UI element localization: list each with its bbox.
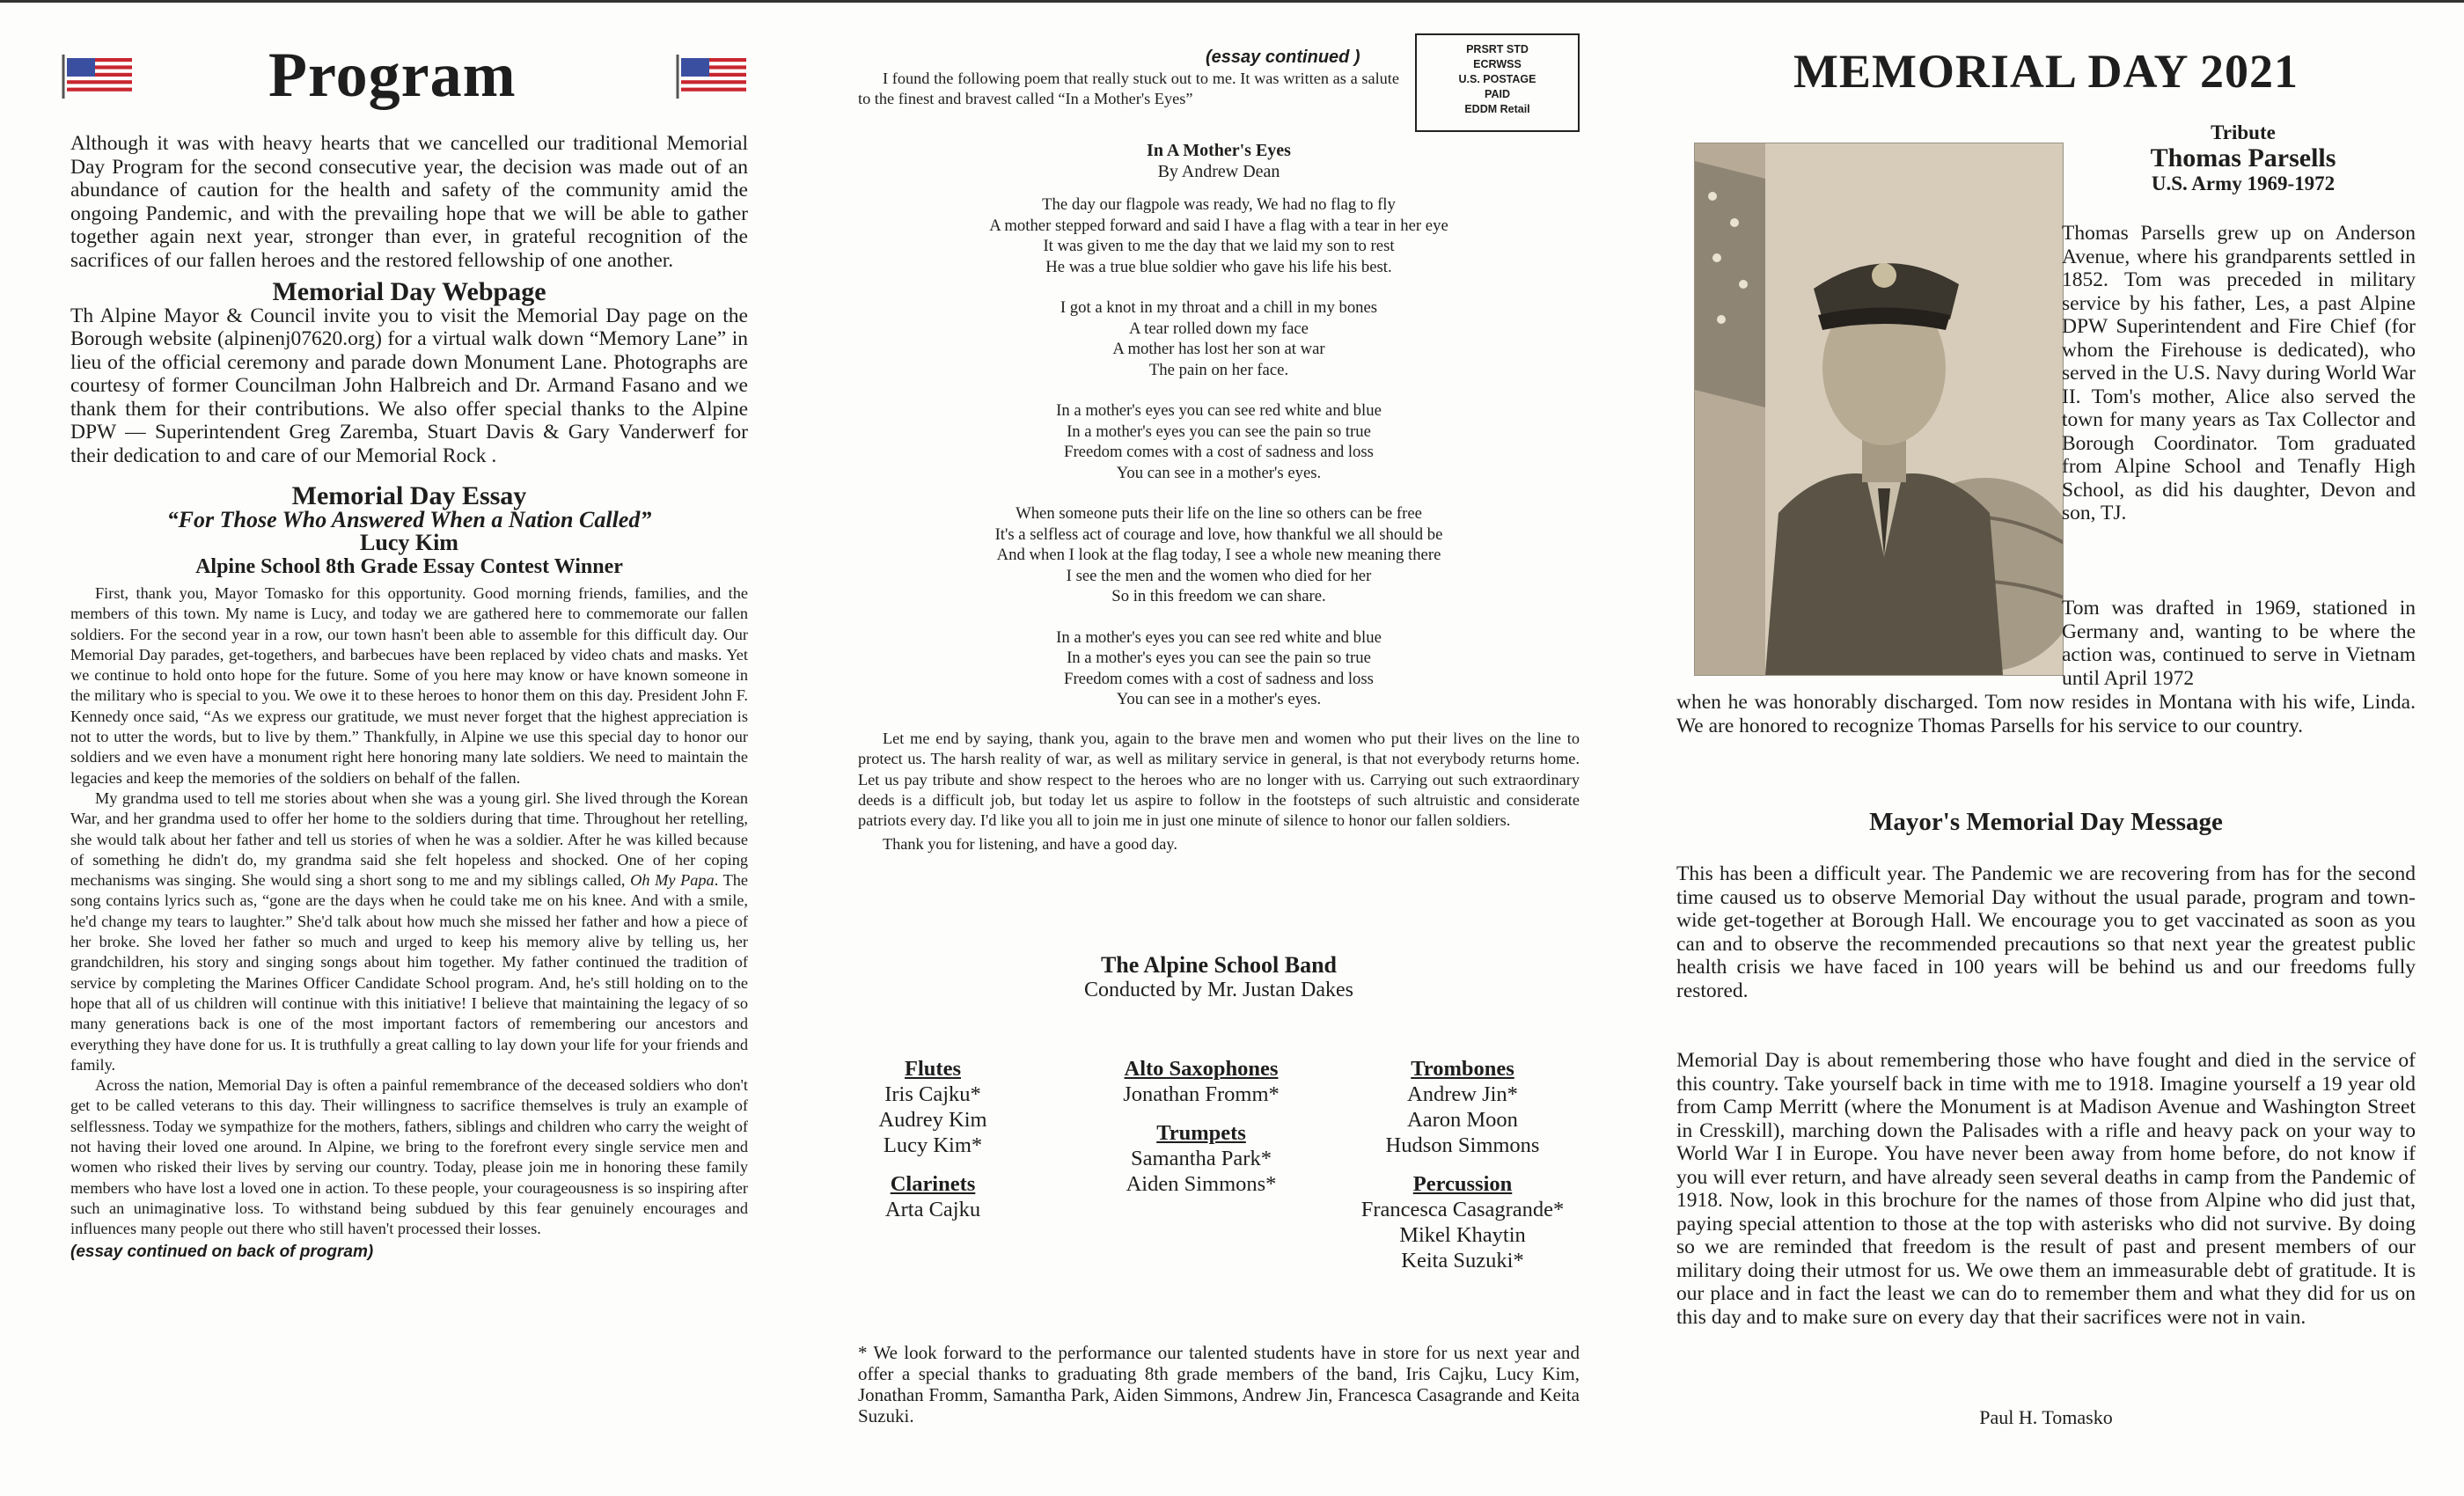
program-panel: [62, 0, 757, 1496]
soldier-portrait-image: [1694, 143, 2064, 676]
essay-paragraph: Across the nation, Memorial Day is often a painful remembrance of the deceased soldiers who don't get to be called veterans to this day. Their willingness to sacrifice themselves is truly an example of selflessness. Today we sympathize for the mothers, fathers, siblings and children who carry the weight of not having their loved one around. In Alpine, we bring to the forefront every single service men and women who risked their lives by serving our country. Today, please join me in honoring these family members who have lost a loved one in action. To these people, your courageousness is so inspiring after such an unimaginative loss. To withstand being subdued by this fear genuinely encourages and influences many people out there who still haven't processed their losses.: [70, 1076, 748, 1238]
band-member: Hudson Simmons: [1385, 1133, 1540, 1157]
section-trombones: Trombones: [1411, 1057, 1514, 1081]
webpage-heading: Memorial Day Webpage: [272, 277, 546, 306]
us-flag-icon: [62, 53, 134, 99]
poem-stanza: When someone puts their life on the line so others can be free It's a selfless act of courage and love, how thankful we all should be And when I look at the flag today, I see a whole new meaning there I see the men and the women who died for her So in this freedom we can share.: [994, 504, 1443, 605]
section-trumpets: Trumpets: [1156, 1121, 1246, 1145]
section-flutes: Flutes: [905, 1057, 961, 1081]
essay-continued-label: (essay continued ): [1206, 48, 1360, 67]
essay-heading: Memorial Day Essay: [291, 481, 527, 510]
essay-continued-note: (essay continued on back of program): [70, 1242, 374, 1261]
tribute-service: U.S. Army 1969-1972: [2151, 172, 2336, 194]
band-header: [858, 952, 1580, 1002]
mayor-paragraph: Memorial Day is about remembering those who have fought and died in the service of this country. Take yourself back in time with me to 1918. Imagine yourself a 19 year old from Camp Merritt (where the Monument is at Madison Avenue and Washington Street in Cresskill), marching down the Palisades with a rifle and heavy pack on your way to World War I in Europe. You have never been away from home before, do not know if you will ever return, and have already seen several deaths in camp from the Pandemic of 1918. Now, look in this brochure for the names of those from Alpine who did just that, paying special attention to those at the top with asterisks who did not survive. By doing so we are reminded that freedom is the result of past and present members of our military doing their utmost for us. We owe them an immeasurable debt of gratitude. It is our place and in fact the least we can do to remember them and what they did for us on this day and to make sure on every day that their sacrifices were not in vain.: [1676, 1049, 2416, 1329]
band-member: Lucy Kim*: [883, 1133, 983, 1157]
section-percussion: Percussion: [1412, 1172, 1513, 1196]
poem-stanza: I got a knot in my throat and a chill in my bones A tear rolled down my face A mother has lost her son at war The pain on her face.: [1060, 298, 1378, 379]
closing-paragraph: Let me end by saying, thank you, again to the brave men and women who put their lives on the line to protect us. The harsh reality of war, as well as military service in general, is that not everybody returns home. Let us pay tribute and show respect to the heroes who are no longer with us. Carrying out such extraordinary deeds is a difficult job, but today let us aspire to follow in the footsteps of such altruistic and considerate patriots every day. I'd like you all to join me in just one minute of silence to honor our fallen soldiers.: [858, 730, 1580, 830]
band-footnote: * We look forward to the performance our talented students have in store for us next year and offer a special thanks to graduating 8th grade members of the band, Iris Cajku, Lucy Kim, Jonathan Fromm, Samantha Park, Aiden Simmons, Andrew Jin, Francesca Casagrande and Keita Suzuki.: [858, 1342, 1580, 1426]
tribute-name: Thomas Parsells: [2150, 143, 2336, 172]
poem-stanza: The day our flagpole was ready, We had no flag to fly A mother stepped forward and said I have a flag with a tear in her eye It was given to me the day that we laid my son to rest He was a true blue soldier who gave his life his best.: [989, 195, 1448, 276]
poem: [858, 141, 1580, 730]
song-title: Oh My Papa: [630, 871, 715, 890]
section-alto-saxophones: Alto Saxophones: [1124, 1057, 1279, 1081]
band-title: The Alpine School Band: [1100, 952, 1338, 978]
band-member: Francesca Casagrande*: [1360, 1198, 1565, 1221]
page-title: Program: [268, 40, 517, 110]
memorial-day-panel: [1676, 0, 2416, 1496]
thanks-line: Thank you for listening, and have a good day.: [883, 835, 1177, 854]
essay-paragraph: First, thank you, Mayor Tomasko for this opportunity. Good morning friends, families, and the members of this town. My name is Lucy, and today we are gathered here to commemorate our fallen soldiers. For the second year in a row, our town hasn't been able to assemble for this difficult day. Our Memorial Day parades, get-togethers, and barbecues have been replaced by video chats and masks. Yet we continue to hold onto hope for the future. Some of you here may know or have known someone in the military who is special to you. We owe it to these heroes to honor them on this day. President John F. Kennedy once said, “As we express our gratitude, we must never forget that the highest appreciation is not to utter the words, but to live by them.” Thankfully, in Alpine we use this special day to honor our soldiers and we even have a monument right here honoring many late soldiers. We need to maintain the legacies and keep the memories of the soldiers on behalf of the fallen.: [70, 584, 748, 787]
band-column: [1096, 1056, 1307, 1197]
section-clarinets: Clarinets: [890, 1172, 976, 1196]
tribute-label: Tribute: [2211, 121, 2276, 143]
tribute-paragraph: when he was honorably discharged. Tom now resides in Montana with his wife, Linda. We are honored to recognize Thomas Parsells for his service to our country.: [1676, 691, 2416, 737]
mayor-message-heading: Mayor's Memorial Day Message: [1869, 808, 2223, 836]
intro-paragraph: Although it was with heavy hearts that we cancelled our traditional Memorial Day Program for the second consecutive year, the decision was made out of an abundance of caution for the health and safety of the community amid the ongoing Pandemic, and with the prevailing hope that we will be able to gather together again next year, stronger than ever, in grateful recognition of the sacrifices of our fallen heroes and the restored fellowship of one another.: [70, 132, 748, 272]
us-flag-icon: [676, 53, 748, 99]
poem-stanza: In a mother's eyes you can see red white and blue In a mother's eyes you can see the pain so true Freedom comes with a cost of sadness and loss You can see in a mother's eyes.: [1056, 627, 1382, 708]
poem-stanza: In a mother's eyes you can see red white and blue In a mother's eyes you can see the pain so true Freedom comes with a cost of sadness and loss You can see in a mother's eyes.: [1056, 401, 1382, 482]
band-member: Iris Cajku*: [884, 1082, 981, 1106]
band-column: [858, 1056, 1008, 1222]
mayor-signature: Paul H. Tomasko: [1979, 1406, 2113, 1428]
poem-title: In A Mother's Eyes: [1147, 141, 1291, 160]
poem-intro: I found the following poem that really stuck out to me. It was written as a salute to the finest and bravest called “In a Mother's Eyes”: [858, 70, 1399, 108]
postage-indicia: PRSRT STD ECRWSS U.S. POSTAGE PAID EDDM Retail: [1415, 33, 1580, 132]
poem-author: By Andrew Dean: [1157, 161, 1280, 181]
program-body: [70, 132, 748, 1262]
essay-body: [70, 583, 748, 1262]
band-member: Aaron Moon: [1407, 1108, 1518, 1132]
band-conductor: Conducted by Mr. Justan Dakes: [1084, 979, 1353, 1001]
band-member: Arta Cajku: [884, 1198, 981, 1221]
band-member: Keita Suzuki*: [1401, 1249, 1524, 1272]
tribute-paragraph: Thomas Parsells grew up on Anderson Avenue, where his grandparents settled in 1852. Tom was preceded in military service by his father, Les, a past Alpine DPW Superintendent and Fire Chief (for whom the Firehouse is dedicated), who served in the U.S. Navy during World War II. Tom's mother, Alice also served the town for many years as Tax Collector and Borough Coordinator. Tom graduated from Alpine School and Tenafly High School, as did his daughter, Devon and son, TJ.: [2062, 222, 2416, 524]
essay-author: Lucy Kim: [360, 530, 458, 555]
essay-paragraph: My grandma used to tell me stories about when she was a young girl. She lived through the Korean War, and her grandma used to offer her home to the soldiers during that time. Throughout her retelling, she would talk about her father and tell us stories of when he was a soldier. After he was killed because of something he didn't do, my grandma said she felt hopeless and shocked. One of her coping mechanisms was singing. She would sing a short song to me and my siblings called, Oh My Papa. The song contains lyrics such as, “gone are the days when he could take me on his knee. And with a smile, he'd change my tears to laughter.” She'd talk about how much she missed her father and how a piece of her broke. She loved her father so much and urged to keep his memory alive by telling us, her grandchildren, his story and singing songs about him together. My father continued the tradition of service by completing the Marines Officer Candidate School program. And, he's still holding on to the hope that all of us children will continue with this initiative! I believe that maintaining the legacy of so many generations back is one of the most important factors of remembering our ancestors and everything they have done for us. It is truthfully a great calling to lay down your life for your friends and family.: [70, 788, 749, 1074]
band-member: Aiden Simmons*: [1126, 1172, 1277, 1196]
memorial-day-title: MEMORIAL DAY 2021: [1793, 45, 2299, 98]
mayor-paragraph: This has been a difficult year. The Pandemic we are recovering from has for the second time caused us to observe Memorial Day without the usual parade, program and town-wide get-together at Borough Hall. We encourage you to get vaccinated as soon as you can and to observe the recommended precautions so that next year the greatest public health crisis we have faced in 100 years will be behind us and our freedoms fully restored.: [1676, 862, 2416, 1002]
band-column: [1344, 1056, 1580, 1273]
essay-title: “For Those Who Answered When a Nation Called”: [166, 506, 652, 532]
band-member: Mikel Khaytin: [1399, 1223, 1526, 1247]
band-member: Andrew Jin*: [1407, 1082, 1518, 1106]
band-member: Audrey Kim: [878, 1108, 987, 1132]
band-member: Samantha Park*: [1131, 1147, 1272, 1170]
tribute-paragraph: Tom was drafted in 1969, stationed in Germany and, wanting to be where the action was, continued to serve in Vietnam until April 1972: [2062, 597, 2416, 690]
essay-award: Alpine School 8th Grade Essay Contest Winner: [195, 554, 623, 578]
essay-closing: [858, 729, 1580, 855]
webpage-paragraph: Th Alpine Mayor & Council invite you to visit the Memorial Day page on the Borough website (alpinenj07620.org) for a virtual walk down “Memory Lane” in lieu of the official ceremony and parade down Monument Lane. Photographs are courtesy of former Councilman John Halbreich and Dr. Armand Fasano and we thank them for their contributions. We also offer special thanks to the Alpine DPW — Superintendent Greg Zaremba, Stuart Davis & Gary Vanderwerf for their dedication to and care of our Memorial Rock .: [70, 304, 748, 467]
tribute-header: [2071, 121, 2416, 195]
band-member: Jonathan Fromm*: [1123, 1082, 1280, 1106]
essay-continued-panel: [858, 0, 1580, 1496]
